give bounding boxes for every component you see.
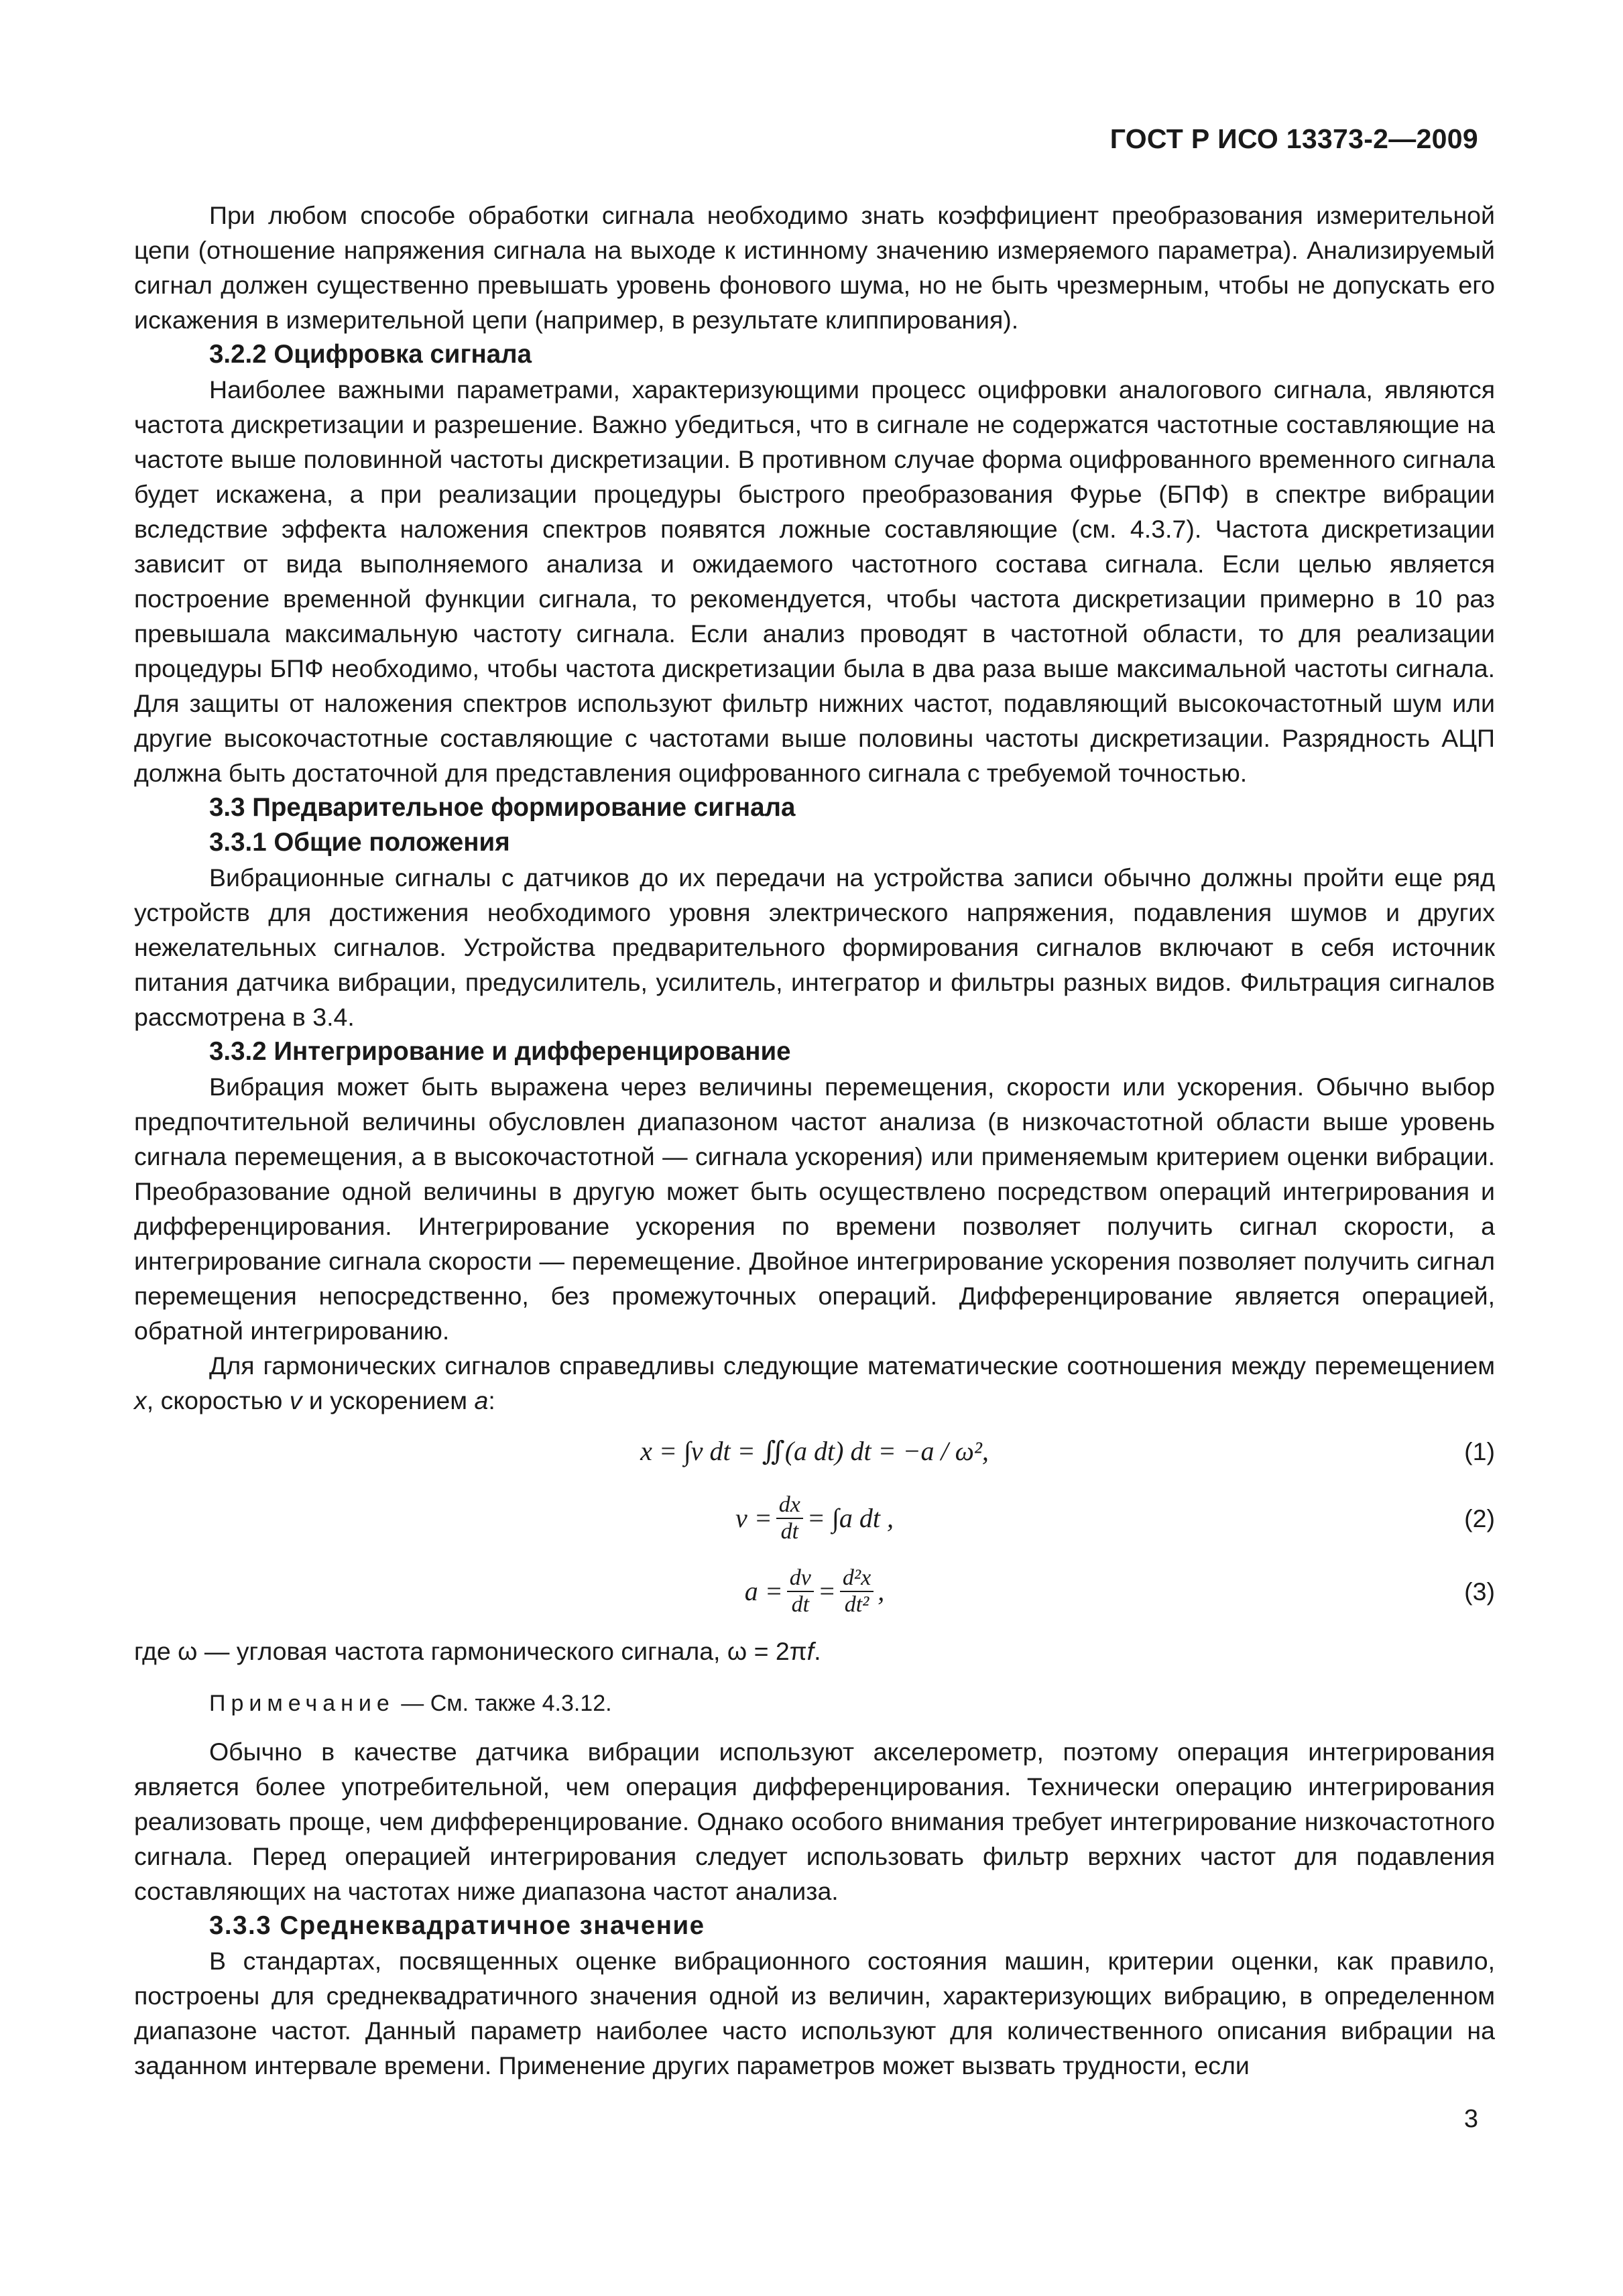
paragraph: Наиболее важными параметрами, характеризующими процесс оцифровки аналогового сигнала, являются частота дискретизации и разрешение. Важно убедиться, что в сигнале не содержатся частотные составляющие на частоте выше половинной частоты дискретизации. В противном случае форма оцифрованного временного сигнала будет искажена, а при реализации процедуры быстрого преобразования Фурье (БПФ) в спектре вибрации вследствие эффекта наложения спектров появятся ложные составляющие (см. 4.3.7). Частота дискретизации зависит от вида выполняемого анализа и ожидаемого частотного состава сигнала. Если целью является построение временной функции сигнала, то рекомендуется, чтобы частота дискретизации примерно в 10 раз превышала максимальную частоту сигнала. Если анализ проводят в частотной области, то для реализации процедуры БПФ необходимо, чтобы частота дискретизации была в два раза выше максимальной частоты сигнала. Для защиты от наложения спектров используют фильтр нижних частот, подавляющий высокочастотный шум или другие высокочастотные составляющие с частотами выше половины частоты дискретизации. Разрядность АЦП должна быть достаточной для представления оцифрованного сигнала с требуемой точностью. <box>134 375 1495 787</box>
fraction-denominator: dt <box>791 1592 810 1617</box>
formula-lhs: v = <box>735 1503 772 1533</box>
paragraph-formula-intro <box>134 1348 1495 1418</box>
paragraph: В стандартах, посвященных оценке вибрационного состояния машин, критерии оценки, как правило, построены для среднеквадратичного значения одной из величин, характеризующих вибрацию, в определенном диапазоне частот. Данный параметр наиболее часто используют для количественного описания вибрации на заданном интервале времени. Применение других параметров может вызвать трудности, если <box>134 1947 1495 2079</box>
section-heading-3-3: 3.3 Предварительное формирование сигнала <box>209 793 796 822</box>
note <box>134 1686 1495 1721</box>
formula-3 <box>134 1552 1495 1631</box>
paragraph: При любом способе обработки сигнала необходимо знать коэффициент преобразования измерительной цепи (отношение напряжения сигнала на выходе к истинному значению измеряемого параметра). Анализируемый сигнал должен существенно превышать уровень фонового шума, но не быть чрезмерным, чтобы не допускать его искажения в измерительной цепи (например, в результате клиппирования). <box>134 201 1495 334</box>
variable-x: x <box>134 1386 147 1414</box>
formula-lhs: a = <box>744 1576 783 1606</box>
formula-rhs: = ∫a dt , <box>806 1503 894 1533</box>
fraction-denominator: dt <box>780 1519 799 1544</box>
body-text <box>134 198 1495 2083</box>
variable-a: a <box>474 1386 489 1414</box>
note-label: Примечание <box>209 1691 395 1716</box>
fraction-numerator: dv <box>787 1565 814 1592</box>
page-number: 3 <box>1463 2105 1478 2133</box>
text-run: : <box>488 1386 495 1414</box>
formula-explanation <box>134 1634 1495 1669</box>
text-run: где ω — угловая частота гармонического сигнала, ω = 2π <box>134 1637 807 1665</box>
paragraph: Обычно в качестве датчика вибрации используют акселерометр, поэтому операция интегрирования является более употребительной, чем операция дифференцирования. Технически операцию интегрирования реализовать проще, чем дифференцирование. Однако особого внимания требует интегрирование низкочастотного сигнала. Перед операцией интегрирования следует использовать фильтр верхних частот для подавления составляющих на частотах ниже диапазона частот анализа. <box>134 1738 1495 1905</box>
text-run: Для гармонических сигналов справедливы следующие математические соотношения между перемещением <box>209 1351 1495 1380</box>
formula-1 <box>134 1418 1495 1485</box>
section-heading-3-3-2: 3.3.2 Интегрирование и дифференцирование <box>209 1037 791 1066</box>
fraction <box>776 1492 803 1545</box>
variable-v: v <box>289 1386 302 1414</box>
equation-number: (3) <box>1464 1577 1495 1606</box>
fraction <box>840 1565 874 1618</box>
text-run: , скоростью <box>146 1386 290 1414</box>
fraction-numerator: dx <box>776 1492 803 1519</box>
formula-rhs: , <box>878 1576 885 1606</box>
section-heading-3-3-3: 3.3.3 Среднеквадратичное значение <box>209 1911 705 1940</box>
equation-number: (2) <box>1464 1504 1495 1532</box>
equation-number: (1) <box>1464 1437 1495 1465</box>
text-run: и ускорением <box>302 1386 475 1414</box>
section-heading-3-3-1: 3.3.1 Общие положения <box>209 828 510 857</box>
formula-expression: x = ∫v dt = ∬(a dt) dt = −a / ω², <box>640 1436 989 1466</box>
paragraph: Вибрационные сигналы с датчиков до их передачи на устройства записи обычно должны пройти еще ряд устройств для достижения необходимого уровня электрического напряжения, подавления шумов и других нежелательных сигналов. Устройства предварительного формирования сигналов включают в себя источник питания датчика вибрации, предусилитель, усилитель, интегратор и фильтры разных видов. Фильтрация сигналов рассмотрена в 3.4. <box>134 863 1495 1031</box>
fraction-denominator: dt² <box>844 1592 869 1617</box>
fraction <box>787 1565 814 1618</box>
paragraph: Вибрация может быть выражена через величины перемещения, скорости или ускорения. Обычно выбор предпочтительной величины обусловлен диапазоном частот анализа (в низкочастотной области выше уровень сигнала перемещения, а в высокочастотной — сигнала ускорения) или применяемым критерием оценки вибрации. Преобразование одной величины в другую может быть осуществлено посредством операций интегрирования и дифференцирования. Интегрирование ускорения по времени позволяет получить сигнал скорости, а интегрирование сигнала скорости — перемещение. Двойное интегрирование ускорения позволяет получить сигнал перемещения непосредственно, без промежуточных операций. Дифференцирование является операцией, обратной интегрированию. <box>134 1073 1495 1345</box>
note-text: — См. также 4.3.12. <box>394 1691 612 1716</box>
formula-2 <box>134 1485 1495 1552</box>
formula-equals: = <box>817 1576 836 1606</box>
standard-designation: ГОСТ Р ИСО 13373-2—2009 <box>1109 123 1478 154</box>
variable-f: f <box>806 1637 815 1665</box>
text-run: . <box>814 1637 821 1665</box>
section-heading-3-2-2: 3.2.2 Оцифровка сигнала <box>209 340 532 369</box>
fraction-numerator: d²x <box>840 1565 874 1592</box>
